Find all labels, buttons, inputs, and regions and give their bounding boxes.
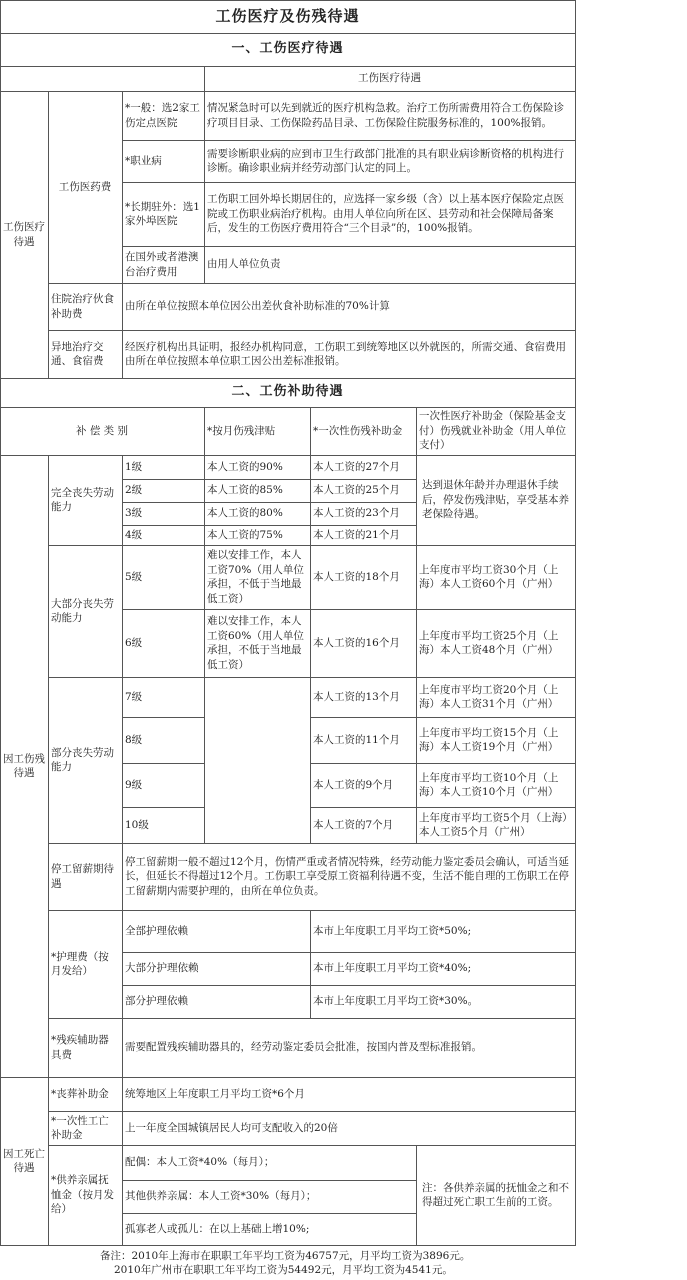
row-label: *一次性工亡补助金	[51, 1114, 109, 1141]
row-label: *残疾辅助器具费	[51, 1034, 109, 1061]
group-label: 工伤医疗待遇	[3, 221, 45, 248]
grade: 5级	[125, 570, 143, 583]
section-subheading: 工伤医疗待遇	[358, 72, 421, 85]
grade: 3级	[125, 507, 143, 520]
grade: 9级	[125, 778, 143, 791]
section-heading: 一、工伤医疗待遇	[231, 41, 344, 57]
row-label: *护理费（按月发给）	[51, 950, 109, 977]
row-label: *长期驻外：选1家外埠医院	[125, 200, 200, 227]
nursing-amount: 本市上年度职工月平均工资*30%。	[313, 995, 479, 1008]
row-text: 工伤职工回外埠长期居住的，应选择一家乡级（含）以上基本医疗保险定点医院或工伤职业病治疗机构。由用人单位向所在区、县劳动和社会保障局备案后，发生的工伤医疗费用符合“三个目录”的，100%报销。	[207, 193, 564, 235]
row-label: 住院治疗伙食补助费	[51, 293, 114, 320]
row-label: 部分丧失劳动能力	[51, 746, 114, 773]
footnote-line: 备注：2010年上海市在职职工年平均工资为46757元，月平均工资为3896元。	[100, 1250, 471, 1262]
nursing-level: 大部分护理依赖	[125, 962, 199, 975]
row-label: *一般：选2家工伤定点医院	[125, 102, 200, 129]
medical-subsidy: 上年度市平均工资25个月（上海）本人工资48个月（广州）	[419, 629, 559, 656]
grade: 6级	[125, 636, 143, 649]
row-label: *丧葬补助金	[51, 1087, 109, 1100]
lump-sum: 本人工资的16个月	[313, 636, 400, 649]
row-text: 需要诊断职业病的应到市卫生行政部门批准的具有职业病诊断资格的机构进行诊断。确诊职业病并经劳动部门认定的同上。	[207, 147, 564, 174]
lump-sum: 本人工资的18个月	[313, 570, 400, 583]
row-text: 情况紧急时可以先到就近的医疗机构急救。治疗工伤所需费用符合工伤保险诊疗项目目录、工伤保险药品目录、工伤保险住院服务标准的，100%报销。	[207, 102, 564, 129]
medical-subsidy: 上年度市平均工资10个月（上海）本人工资10个月（广州）	[419, 771, 559, 798]
row-text: 由用人单位负责	[207, 258, 281, 271]
row-text: 停工留薪期一般不超过12个月，伤情严重或者情况特殊，经劳动能力鉴定委员会确认，可适当延长，但延长不得超过12个月。工伤职工享受原工资福利待遇不变，生活不能自理的工伤职工在停工留薪期内需要护理的，由所在单位负责。	[125, 855, 569, 897]
monthly-allowance: 本人工资的90%	[207, 460, 283, 473]
grade: 4级	[125, 528, 143, 541]
row-label: 在国外或者港澳台治疗费用	[125, 251, 199, 278]
document-title: 工伤医疗及伤残待遇	[215, 7, 360, 26]
grid-line	[575, 0, 576, 1246]
row-label: 工伤医药费	[58, 180, 112, 193]
grade: 10级	[125, 818, 149, 831]
row-text: 统筹地区上年度职工月平均工资*6个月	[125, 1087, 305, 1100]
column-header: 一次性医疗补助金（保险基金支付）伤残就业补助金（用人单位支付）	[419, 410, 566, 452]
lump-sum: 本人工资的27个月	[313, 460, 400, 473]
nursing-level: 全部护理依赖	[125, 924, 188, 937]
lump-sum: 本人工资的13个月	[313, 690, 400, 703]
dependents-note: 注：各供养亲属的抚恤金之和不得超过死亡职工生前的工资。	[422, 1181, 569, 1208]
column-header: 补 偿 类 别	[75, 424, 128, 437]
lump-sum: 本人工资的11个月	[313, 733, 400, 746]
medical-subsidy: 上年度市平均工资20个月（上海）本人工资31个月（广州）	[419, 683, 559, 710]
group-label: 因工伤残待遇	[3, 752, 45, 779]
grade: 8级	[125, 733, 143, 746]
row-label: 大部分丧失劳动能力	[51, 597, 114, 624]
lump-sum: 本人工资的21个月	[313, 528, 400, 541]
grid-line	[0, 1245, 575, 1246]
monthly-allowance: 难以安排工作，本人工资70%（用人单位承担，不低于当地最低工资）	[207, 549, 304, 605]
row-text: 由所在单位按照本单位因公出差伙食补助标准的70%计算	[125, 300, 390, 313]
nursing-level: 部分护理依赖	[125, 995, 188, 1008]
monthly-allowance: 本人工资的85%	[207, 484, 283, 497]
row-text: 经医疗机构出具证明，报经办机构同意，工伤职工到统筹地区以外就医的，所需交通、食宿费用由所在单位按照本单位职工因公出差标准报销。	[125, 340, 566, 367]
row-label: *供养亲属抚恤金（按月发给）	[51, 1174, 114, 1216]
retirement-note: 达到退休年龄并办理退休手续后，停发伤残津贴，享受基本养老保险待遇。	[422, 479, 569, 521]
lump-sum: 本人工资的7个月	[313, 818, 394, 831]
dependent-rate: 其他供养亲属：本人工资*30%（每月）；	[125, 1190, 317, 1203]
grade: 1级	[125, 460, 143, 473]
grade: 7级	[125, 690, 143, 703]
group-label: 因工死亡待遇	[3, 1147, 45, 1174]
footnote-line: 2010年广州市在职职工年平均工资为54492元，月平均工资为4541元。	[114, 1264, 453, 1276]
section-heading: 二、工伤补助待遇	[231, 384, 344, 400]
lump-sum: 本人工资的9个月	[313, 778, 394, 791]
column-header: *按月伤残津贴	[207, 424, 276, 437]
column-header: *一次性伤残补助金	[313, 424, 403, 437]
row-label: 停工留薪期待遇	[51, 863, 114, 890]
lump-sum: 本人工资的23个月	[313, 507, 400, 520]
monthly-allowance: 本人工资的80%	[207, 507, 283, 520]
row-label: 异地治疗交通、食宿费	[51, 340, 104, 367]
grade: 2级	[125, 484, 143, 497]
monthly-allowance: 本人工资的75%	[207, 528, 283, 541]
dependent-rate: 孤寡老人或孤儿：在以上基础上增10%;	[125, 1222, 310, 1235]
medical-subsidy: 上年度市平均工资30个月（上海）本人工资60个月（广州）	[419, 563, 559, 590]
row-label: 完全丧失劳动能力	[51, 486, 114, 513]
row-text: 上一年度全国城镇居民人均可支配收入的20倍	[125, 1121, 338, 1134]
nursing-amount: 本市上年度职工月平均工资*50%;	[313, 924, 472, 937]
monthly-allowance: 难以安排工作，本人工资60%（用人单位承担，不低于当地最低工资）	[207, 615, 304, 671]
nursing-amount: 本市上年度职工月平均工资*40%;	[313, 962, 472, 975]
medical-subsidy: 上年度市平均工资15个月（上海）本人工资19个月（广州）	[419, 726, 559, 753]
row-label: *职业病	[125, 154, 162, 167]
dependent-rate: 配偶：本人工资*40%（每月）；	[125, 1156, 275, 1169]
row-text: 需要配置残疾辅助器具的，经劳动鉴定委员会批准，按国内普及型标准报销。	[125, 1041, 482, 1054]
medical-subsidy: 上年度市平均工资5个月（上海）本人工资5个月（广州）	[419, 811, 568, 838]
lump-sum: 本人工资的25个月	[313, 484, 400, 497]
